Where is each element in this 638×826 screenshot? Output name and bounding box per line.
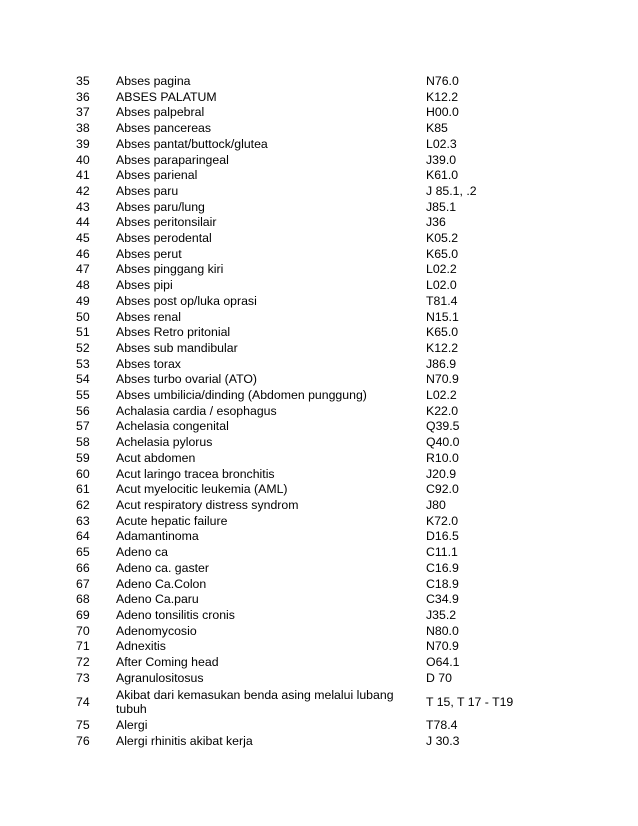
diagnosis-name: Akibat dari kemasukan benda asing melalui lubang tubuh xyxy=(116,688,394,717)
row-number: 67 xyxy=(76,576,90,591)
diagnosis-name: Abses paru/lung xyxy=(116,199,205,214)
icd-code: J39.0 xyxy=(426,152,457,167)
diagnosis-name: Abses umbilicia/dinding (Abdomen punggung) xyxy=(116,388,367,403)
table-row xyxy=(70,529,546,545)
row-number: 72 xyxy=(76,655,90,670)
icd-code: L02.0 xyxy=(426,278,457,293)
diagnosis-name: Adeno ca xyxy=(116,545,168,560)
row-number: 44 xyxy=(76,215,90,230)
table-row xyxy=(70,90,546,106)
icd-code: C16.9 xyxy=(426,560,459,575)
diagnosis-name: Abses post op/luka oprasi xyxy=(116,293,257,308)
row-number: 35 xyxy=(76,74,90,88)
table-row xyxy=(70,341,546,357)
row-number: 74 xyxy=(76,695,90,710)
table-row xyxy=(70,718,546,734)
diagnosis-name: Agranulositosus xyxy=(116,670,204,685)
diagnosis-name: Abses palpebral xyxy=(116,105,205,120)
icd-code: T 15, T 17 - T19 xyxy=(426,695,514,710)
diagnosis-name: Alergi xyxy=(116,718,148,733)
icd-code: J85.1 xyxy=(426,199,457,214)
table-row xyxy=(70,184,546,200)
row-number: 51 xyxy=(76,325,90,340)
table-row xyxy=(70,671,546,687)
diagnosis-name: Abses Retro pritonial xyxy=(116,325,231,340)
row-number: 58 xyxy=(76,435,90,450)
diagnosis-name: Adnexitis xyxy=(116,639,166,654)
row-number: 53 xyxy=(76,356,90,371)
table-row xyxy=(70,577,546,593)
icd-code: J 85.1, .2 xyxy=(426,183,477,198)
row-number: 52 xyxy=(76,340,90,355)
table-row xyxy=(70,592,546,608)
icd-code: J 30.3 xyxy=(426,734,460,749)
table-row xyxy=(70,153,546,169)
diagnosis-name: Abses turbo ovarial (ATO) xyxy=(116,372,258,387)
icd-code: C18.9 xyxy=(426,576,459,591)
icd-code: D16.5 xyxy=(426,529,459,544)
icd-code: D 70 xyxy=(426,670,452,685)
table-row xyxy=(70,200,546,216)
icd-code: R10.0 xyxy=(426,450,459,465)
icd-code: K85 xyxy=(426,121,448,136)
icd-code: N76.0 xyxy=(426,74,459,88)
row-number: 41 xyxy=(76,168,90,183)
table-row xyxy=(70,686,546,718)
table-row xyxy=(70,514,546,530)
table-row xyxy=(70,372,546,388)
diagnosis-name: Adeno tonsilitis cronis xyxy=(116,607,235,622)
row-number: 49 xyxy=(76,293,90,308)
icd-code: L02.2 xyxy=(426,388,457,403)
row-number: 69 xyxy=(76,607,90,622)
diagnosis-name: Abses perodental xyxy=(116,231,212,246)
icd-code: H00.0 xyxy=(426,105,459,120)
row-number: 47 xyxy=(76,262,90,277)
row-number: 36 xyxy=(76,89,90,104)
icd-code: O64.1 xyxy=(426,655,460,670)
row-number: 45 xyxy=(76,231,90,246)
diagnosis-name: Abses paru xyxy=(116,183,179,198)
row-number: 50 xyxy=(76,309,90,324)
icd-code: C92.0 xyxy=(426,482,459,497)
icd-code: L02.3 xyxy=(426,136,457,151)
diagnosis-name: Adeno Ca.Colon xyxy=(116,576,207,591)
row-number: 63 xyxy=(76,513,90,528)
row-number: 64 xyxy=(76,529,90,544)
row-number: 68 xyxy=(76,592,90,607)
row-number: 75 xyxy=(76,718,90,733)
diagnosis-name: Acut respiratory distress syndrom xyxy=(116,497,299,512)
diagnosis-name: Abses pagina xyxy=(116,74,191,88)
diagnosis-name: ABSES PALATUM xyxy=(116,89,217,104)
table-row xyxy=(70,467,546,483)
row-number: 76 xyxy=(76,734,90,749)
row-number: 43 xyxy=(76,199,90,214)
table-row xyxy=(70,137,546,153)
icd-code: K65.0 xyxy=(426,325,459,340)
diagnosis-name: Abses parienal xyxy=(116,168,198,183)
row-number: 55 xyxy=(76,388,90,403)
diagnosis-code-table xyxy=(70,74,546,750)
diagnosis-name: Abses pipi xyxy=(116,278,173,293)
icd-code: K05.2 xyxy=(426,231,459,246)
diagnosis-name: Acut abdomen xyxy=(116,450,196,465)
table-row xyxy=(70,74,546,90)
table-row xyxy=(70,545,546,561)
diagnosis-name: Acut laringo tracea bronchitis xyxy=(116,466,275,481)
icd-code: T81.4 xyxy=(426,293,458,308)
table-row xyxy=(70,388,546,404)
icd-code: N70.9 xyxy=(426,372,459,387)
row-number: 37 xyxy=(76,105,90,120)
icd-code: K22.0 xyxy=(426,403,459,418)
icd-code: N15.1 xyxy=(426,309,459,324)
row-number: 65 xyxy=(76,545,90,560)
icd-code: C11.1 xyxy=(426,545,458,560)
table-row xyxy=(70,262,546,278)
table-row xyxy=(70,294,546,310)
diagnosis-name: Abses sub mandibular xyxy=(116,340,238,355)
diagnosis-name: Abses torax xyxy=(116,356,181,371)
table-row xyxy=(70,734,546,750)
icd-code: L02.2 xyxy=(426,262,457,277)
diagnosis-name: Adamantinoma xyxy=(116,529,199,544)
diagnosis-name: Abses renal xyxy=(116,309,181,324)
icd-code: T78.4 xyxy=(426,718,458,733)
table-row xyxy=(70,404,546,420)
diagnosis-name: Acut myelocitic leukemia (AML) xyxy=(116,482,288,497)
icd-code: K61.0 xyxy=(426,168,459,183)
row-number: 46 xyxy=(76,246,90,261)
row-number: 62 xyxy=(76,497,90,512)
icd-code: J36 xyxy=(426,215,446,230)
row-number: 38 xyxy=(76,121,90,136)
table-row xyxy=(70,451,546,467)
table-row xyxy=(70,435,546,451)
table-row xyxy=(70,624,546,640)
diagnosis-name: Abses perut xyxy=(116,246,182,261)
table-row xyxy=(70,325,546,341)
row-number: 54 xyxy=(76,372,90,387)
diagnosis-name: Adenomycosio xyxy=(116,623,197,638)
table-row xyxy=(70,608,546,624)
diagnosis-name: Acute hepatic failure xyxy=(116,513,228,528)
row-number: 56 xyxy=(76,403,90,418)
icd-code: J80 xyxy=(426,497,446,512)
row-number: 71 xyxy=(76,639,90,654)
table-row xyxy=(70,419,546,435)
icd-code: N80.0 xyxy=(426,623,459,638)
row-number: 60 xyxy=(76,466,90,481)
row-number: 39 xyxy=(76,136,90,151)
table-row xyxy=(70,357,546,373)
diagnosis-name: Alergi rhinitis akibat kerja xyxy=(116,734,253,749)
icd-code: K65.0 xyxy=(426,246,459,261)
table-row xyxy=(70,168,546,184)
icd-code: Q39.5 xyxy=(426,419,460,434)
row-number: 70 xyxy=(76,623,90,638)
icd-code: Q40.0 xyxy=(426,435,460,450)
diagnosis-name: Abses pantat/buttock/glutea xyxy=(116,136,268,151)
icd-code: N70.9 xyxy=(426,639,459,654)
row-number: 73 xyxy=(76,670,90,685)
table-row xyxy=(70,215,546,231)
icd-code: J20.9 xyxy=(426,466,457,481)
table-row xyxy=(70,498,546,514)
table-row xyxy=(70,639,546,655)
diagnosis-name: Achelasia congenital xyxy=(116,419,229,434)
icd-code: J86.9 xyxy=(426,356,457,371)
row-number: 40 xyxy=(76,152,90,167)
icd-code: K12.2 xyxy=(426,340,459,355)
table-row xyxy=(70,278,546,294)
table-row xyxy=(70,247,546,263)
row-number: 66 xyxy=(76,560,90,575)
row-number: 61 xyxy=(76,482,90,497)
icd-code: K72.0 xyxy=(426,513,459,528)
row-number: 59 xyxy=(76,450,90,465)
table-row xyxy=(70,310,546,326)
diagnosis-name: Achelasia pylorus xyxy=(116,435,213,450)
diagnosis-name: Abses paraparingeal xyxy=(116,152,229,167)
diagnosis-name: After Coming head xyxy=(116,655,219,670)
diagnosis-name: Adeno Ca.paru xyxy=(116,592,199,607)
icd-code: J35.2 xyxy=(426,607,457,622)
table-row xyxy=(70,105,546,121)
table-row xyxy=(70,482,546,498)
row-number: 57 xyxy=(76,419,90,434)
table-row xyxy=(70,121,546,137)
diagnosis-name: Abses peritonsilair xyxy=(116,215,217,230)
row-number: 48 xyxy=(76,278,90,293)
table-row xyxy=(70,231,546,247)
diagnosis-name: Achalasia cardia / esophagus xyxy=(116,403,277,418)
diagnosis-name: Abses pinggang kiri xyxy=(116,262,224,277)
icd-code: K12.2 xyxy=(426,89,459,104)
icd-code: C34.9 xyxy=(426,592,459,607)
diagnosis-name: Adeno ca. gaster xyxy=(116,560,209,575)
table-body xyxy=(70,74,546,750)
table-row xyxy=(70,655,546,671)
row-number: 42 xyxy=(76,183,90,198)
diagnosis-name: Abses pancereas xyxy=(116,121,212,136)
table-row xyxy=(70,561,546,577)
